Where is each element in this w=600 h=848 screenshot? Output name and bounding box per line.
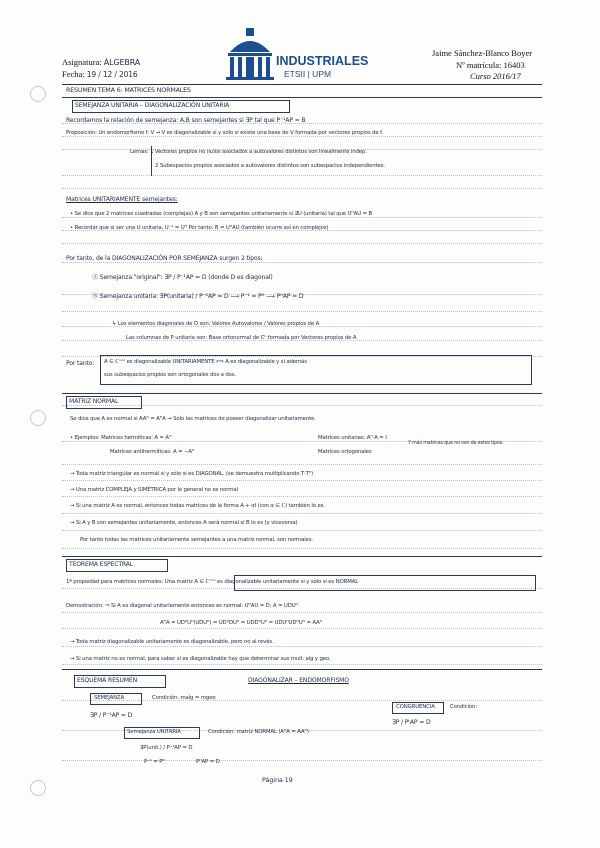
subject-line bbox=[62, 57, 140, 67]
page-number-value: 19 bbox=[284, 776, 293, 784]
note-line: Semejanza UNITARIA bbox=[127, 729, 181, 735]
binder-hole-icon bbox=[30, 86, 46, 102]
note-line: → Una matriz COMPLEJA y SIMÉTRICA por lo general no es normal bbox=[70, 487, 238, 493]
note-line: Por tanto, de la DIAGONALIZACIÓN POR SEMEJANZA surgen 2 tipos: bbox=[66, 255, 263, 262]
ruled-line bbox=[62, 628, 542, 629]
note-line: → Toda matriz triangular es normal si y sólo si es DIAGONAL. (se demuestra multiplicando T·Tᴴ) bbox=[70, 471, 314, 477]
note-line: A ∈ ℂⁿˣⁿ es diagonalizable UNITARIAMENTE ⟺ A es diagonalizable y si además bbox=[104, 359, 307, 365]
note-line: → Toda matriz diagonalizable unitariamente es diagonalizable, pero no al revés. bbox=[70, 639, 274, 645]
note-line: CONGRUENCIA bbox=[396, 704, 435, 710]
note-line: → Si una matriz A es normal, entonces todas matrices de la forma A + αI (con α ∈ ℂ) también lo es. bbox=[70, 503, 325, 509]
page-label: Página bbox=[262, 776, 283, 784]
note-line: Condición: malg = mgeo bbox=[152, 695, 216, 701]
title-rule bbox=[62, 97, 542, 98]
note-line: Recordamos la relación de semejanza: A,B son semejantes si ∃P tal que P⁻¹AP = B bbox=[66, 117, 306, 124]
student-name: Jaime Sánchez-Blanco Boyer bbox=[432, 48, 533, 58]
note-line: Lemas: 1 Vectores propios no nulos asociados a autovalores distintos son linealmente indep. bbox=[130, 149, 367, 155]
page-title: RESUMEN TEMA 6: MATRICES NORMALES bbox=[66, 87, 191, 94]
industriales-logo bbox=[220, 26, 380, 82]
note-line: • Recordar que si ser una U unitaria, U⁻¹ = Uᴴ Por tanto: B = UᴴAU (también ocurre así en complejos) bbox=[70, 225, 329, 231]
logo-title: INDUSTRIALES bbox=[276, 54, 369, 68]
note-line: • Se dice que 2 matrices cuadradas (complejas) A y B son semejantes unitariamente si ∃U (unitaria) tal que UᴴAU = B bbox=[70, 211, 373, 217]
note-line: P⁻¹ = Pᴴ bbox=[144, 759, 165, 765]
note-line: ∃P(unit.) / P⁻¹AP = D bbox=[140, 745, 193, 751]
header-rule bbox=[62, 84, 542, 85]
page-number bbox=[262, 777, 293, 784]
ruled-line bbox=[62, 646, 542, 647]
note-line: Matrices antihermíticas: A = −Aᴴ bbox=[110, 449, 195, 455]
note-line: → Si A y B son semejantes unitariamente, entonces A será normal si B lo es (y viceversa) bbox=[70, 520, 298, 526]
note-line: Ⓑ Semejanza unitaria: ∃P(unitaria) / P⁻¹AP = D ⟶ P⁻¹ = Pᴴ ⟶ PᴴAP = D bbox=[92, 293, 304, 300]
dome-logo-icon bbox=[220, 26, 280, 82]
date-line bbox=[62, 69, 137, 79]
note-line: 2 Subespacios propios asociados a autovalores distintos son subespacios independientes. bbox=[155, 163, 385, 169]
ruled-line bbox=[62, 188, 542, 189]
section-rule bbox=[62, 669, 542, 670]
section-title-spectral: TEOREMA ESPECTRAL bbox=[69, 561, 134, 568]
ruled-line bbox=[62, 496, 542, 497]
ruled-line bbox=[62, 464, 542, 465]
note-line: • Ejemplos: Matrices hermíticas: A = Aᴴ bbox=[70, 435, 172, 441]
subject-value: ÁLGEBRA bbox=[103, 58, 141, 67]
note-line: Condición: matriz NORMAL (AᴴA = AAᴴ) bbox=[208, 729, 309, 735]
logo-subtitle: ETSII | UPM bbox=[284, 69, 332, 79]
note-line: Por tanto todas las matrices unitariamente semejantes a una matriz normal, son normales. bbox=[80, 537, 314, 543]
note-line: Matrices ortogonales bbox=[318, 449, 372, 455]
section-title-normal: MATRIZ NORMAL bbox=[69, 398, 119, 405]
note-line: SEMEJANZA bbox=[94, 695, 125, 701]
note-line: → Si una matriz no es normal, para saber si es diagonalizable hay que determinar sus mult. alg y geo. bbox=[70, 656, 331, 662]
note-line: sus subespacios propios son ortogonales dos a dos. bbox=[104, 372, 237, 378]
ruled-line bbox=[62, 548, 542, 549]
ruled-line bbox=[62, 760, 542, 761]
course-year: Curso 2016/17 bbox=[470, 71, 521, 81]
note-line: Matrices unitarias: Aᴴ·A = I bbox=[318, 435, 387, 441]
note-line: 1ª propiedad para matrices normales: Una matriz A ∈ ℂⁿˣⁿ es diagonalizable unitariamente si y sólo si es NORMAL bbox=[66, 579, 359, 585]
ruled-line bbox=[62, 262, 542, 263]
subject-label: Asignatura: bbox=[62, 57, 102, 67]
ruled-line bbox=[62, 175, 542, 176]
note-line: Ⓐ Semejanza "original": ∃P / P⁻¹AP = D (donde D es diagonal) bbox=[92, 274, 273, 281]
note-line: Se dice que A es normal si AAᴴ = AᴴA → Sólo las matrices de poseer diagonalizar unitariamente. bbox=[70, 416, 316, 422]
enrollment-number: Nº matrícula: 16403 bbox=[456, 60, 525, 70]
note-line: AᴴA = UDᴴUᴴ(UDUᴴ) = UDᴴDUᴴ = UDDᴴUᴴ = UDUᴴUDᴴUᴴ = AAᴴ bbox=[160, 620, 323, 626]
note-line: Matrices UNITARIAMENTE semejantes: bbox=[66, 196, 178, 203]
ruled-line bbox=[62, 480, 542, 481]
note-line: Condición: bbox=[450, 704, 477, 710]
section-title-scheme: ESQUEMA RESUMEN bbox=[77, 677, 138, 684]
ruled-line bbox=[62, 513, 542, 514]
note-line: PᴴAP = D bbox=[196, 759, 220, 765]
note-line: Y más matrices que no son de estos tipos. bbox=[408, 441, 504, 446]
date-value: 19 / 12 / 2016 bbox=[86, 70, 138, 79]
note-line: ∃P / P⁻¹AP = D bbox=[90, 712, 133, 719]
ruled-line bbox=[62, 612, 542, 613]
note-line: Demostración: ⇒ Si A es diagonal unitariamente entonces es normal: UᴴAU = D; A = UDUᴴ bbox=[66, 603, 298, 609]
binder-hole-icon bbox=[30, 780, 46, 796]
section-title-unitary: SEMEJANZA UNITARIA – DIAGONALIZACIÓN UNITARIA bbox=[75, 102, 230, 109]
note-line: ∃P / PᵗAP = D bbox=[392, 719, 431, 726]
ruled-line bbox=[62, 311, 542, 312]
note-line: Proposición: Un endomorfismo f: V → V es diagonalizable si y sólo si existe una base de V formada por vectores propios de f. bbox=[66, 130, 383, 136]
lemma-bracket bbox=[151, 146, 152, 176]
section-rule bbox=[62, 556, 542, 557]
section-rule bbox=[62, 393, 542, 394]
note-line: Por tanto: bbox=[66, 360, 95, 367]
note-line: DIAGONALIZAR – ENDOMORFISMO bbox=[248, 677, 349, 684]
date-label: Fecha: bbox=[62, 69, 85, 79]
ruled-line bbox=[62, 243, 542, 244]
ruled-line bbox=[62, 664, 542, 665]
note-line: Las columnas de P unitaria son: Base ortonormal de Cⁿ formada por Vectores propios de A bbox=[126, 335, 357, 341]
note-line: ↳ Los elementos diagonales de D son: Valores Autovalores / Valores propios de A bbox=[112, 321, 320, 327]
binder-hole-icon bbox=[30, 410, 46, 426]
ruled-line bbox=[62, 530, 542, 531]
